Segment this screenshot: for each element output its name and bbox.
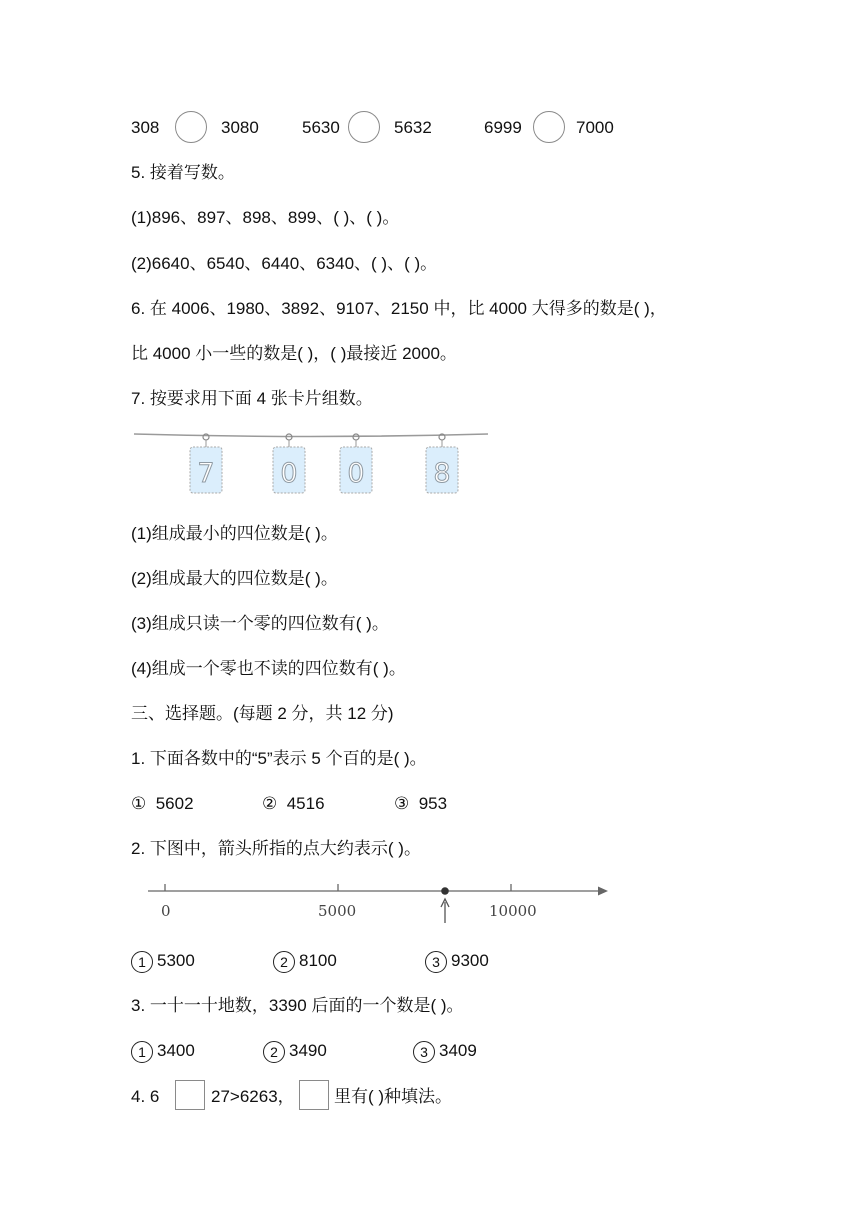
compare-a1: 308: [131, 118, 160, 137]
marked-point: [441, 887, 449, 895]
hanging-cards-illustration: [130, 425, 490, 500]
q7-sub2: (2)组成最大的四位数是( )。: [131, 569, 338, 588]
mc3-option-2[interactable]: [263, 1040, 327, 1063]
compare-circle-1[interactable]: [175, 111, 207, 143]
q7-sub1: (1)组成最小的四位数是( )。: [131, 524, 338, 543]
card-1: [190, 434, 222, 493]
q5-line1: (1)896、897、898、899、( )、( )。: [131, 208, 400, 227]
axis-arrowhead: [598, 887, 608, 896]
compare-circle-3[interactable]: [533, 111, 565, 143]
mc4-part1: 4. 6: [131, 1087, 160, 1106]
mc4-part2: 27>6263，: [211, 1087, 295, 1106]
mc3-option-3[interactable]: [413, 1040, 477, 1063]
option-mark: 2: [263, 1041, 285, 1063]
option-mark: ③: [394, 794, 410, 813]
axis-label-5000: 5000: [318, 902, 357, 920]
option-value: 3490: [289, 1041, 327, 1060]
option-value: 5300: [157, 951, 195, 970]
mc1-option-3[interactable]: [394, 793, 447, 815]
mc3-option-1[interactable]: [131, 1040, 195, 1063]
option-value: 953: [418, 794, 448, 813]
digit-blank-box-reference: [299, 1080, 329, 1110]
option-value: 8100: [299, 951, 337, 970]
option-mark: ①: [131, 794, 147, 813]
q6-line1: 6. 在 4006、1980、3892、9107、2150 中，比 4000 大得多的数是( )，: [131, 299, 667, 318]
card-digit-2: 0: [280, 458, 298, 489]
option-mark: ②: [262, 794, 278, 813]
option-value: 5602: [155, 794, 194, 813]
card-3: [340, 434, 372, 493]
section3-title: 三、选择题。(每题 2 分，共 12 分): [131, 704, 394, 723]
option-mark: 1: [131, 951, 153, 973]
mc1-option-2[interactable]: [262, 793, 325, 815]
compare-b2: 5632: [394, 118, 432, 137]
option-value: 3409: [439, 1041, 477, 1060]
option-mark: 3: [413, 1041, 435, 1063]
card-2: [273, 434, 305, 493]
compare-b3: 7000: [576, 118, 614, 137]
card-4: [426, 434, 458, 493]
compare-a2: 5630: [302, 118, 340, 137]
mc2-option-3[interactable]: [425, 950, 489, 973]
option-mark: 3: [425, 951, 447, 973]
mc1-question: 1. 下面各数中的“5”表示 5 个百的是( )。: [131, 749, 427, 768]
mc2-option-2[interactable]: [273, 950, 337, 973]
card-digit-4: 8: [433, 458, 451, 489]
compare-b1: 3080: [221, 118, 259, 137]
q6-line2: 比 4000 小一些的数是( )，( )最接近 2000。: [131, 344, 457, 363]
q5-line2: (2)6640、6540、6440、6340、( )、( )。: [131, 254, 438, 273]
compare-circle-2[interactable]: [348, 111, 380, 143]
option-value: 4516: [286, 794, 325, 813]
mc2-option-1[interactable]: [131, 950, 195, 973]
mc1-option-1[interactable]: [131, 793, 194, 815]
option-value: 9300: [451, 951, 489, 970]
compare-a3: 6999: [484, 118, 522, 137]
q7-sub4: (4)组成一个零也不读的四位数有( )。: [131, 659, 406, 678]
option-mark: 1: [131, 1041, 153, 1063]
q7-sub3: (3)组成只读一个零的四位数有( )。: [131, 614, 389, 633]
card-digit-3: 0: [347, 458, 365, 489]
mc4-part3: 里有( )种填法。: [334, 1087, 453, 1106]
mc2-question: 2. 下图中，箭头所指的点大约表示( )。: [131, 839, 421, 858]
mc3-question: 3. 一十一十地数，3390 后面的一个数是( )。: [131, 996, 464, 1015]
digit-blank-box[interactable]: [175, 1080, 205, 1110]
q5-title: 5. 接着写数。: [131, 163, 235, 182]
option-mark: 2: [273, 951, 295, 973]
string-line: [134, 434, 488, 437]
card-digit-1: 7: [197, 458, 215, 489]
number-line: [140, 875, 620, 927]
option-value: 3400: [157, 1041, 195, 1060]
q7-title: 7. 按要求用下面 4 张卡片组数。: [131, 389, 373, 408]
axis-label-0: 0: [161, 902, 171, 920]
axis-label-10000: 10000: [489, 902, 537, 920]
